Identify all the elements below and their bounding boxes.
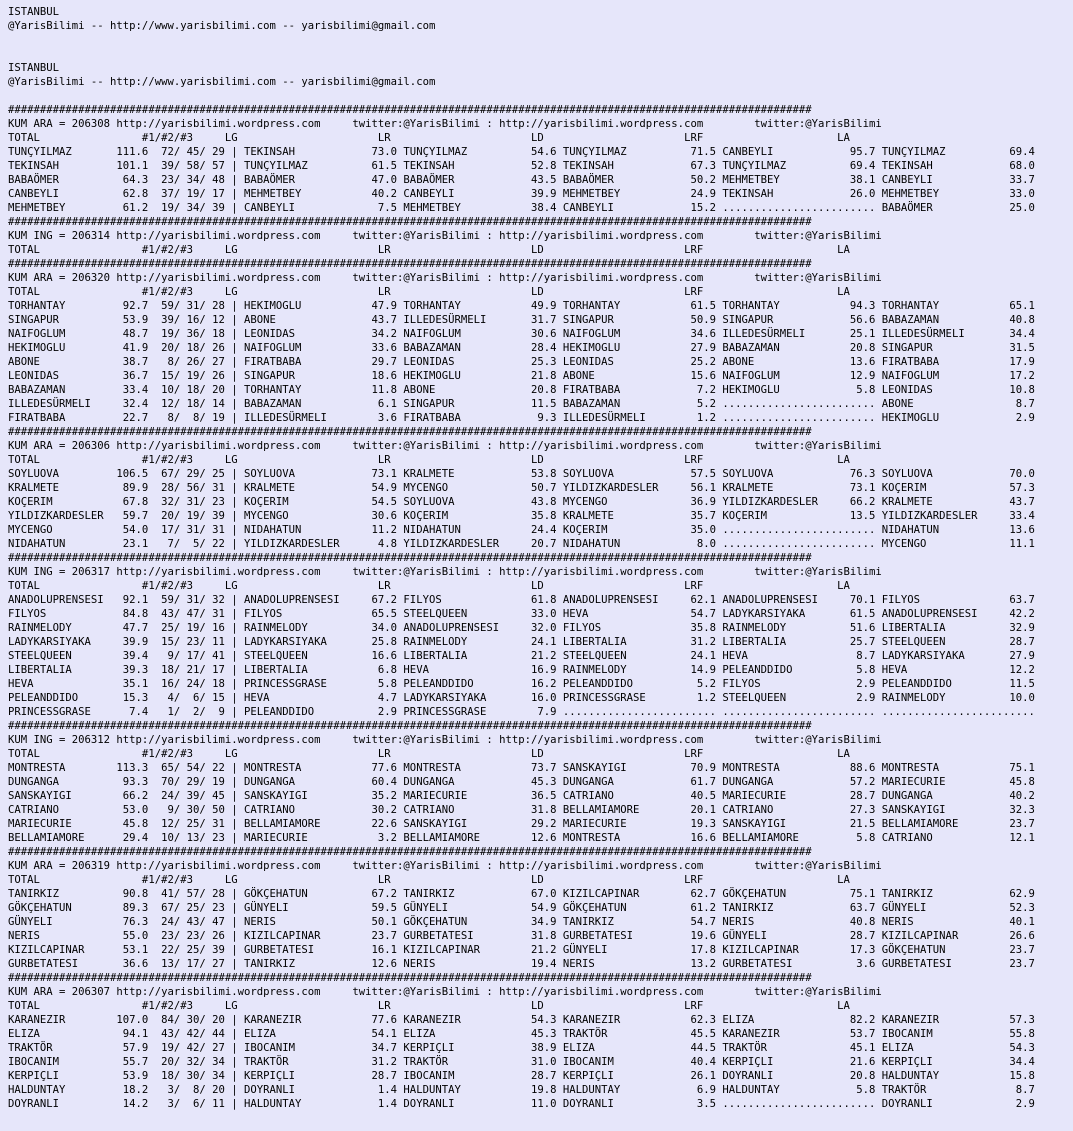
table-row: ILLEDESÜRMELI 32.4 12/ 18/ 14 | BABAZAMAN 6.1 SINGAPUR 11.5 BABAZAMAN 5.2 ........................ ABONE 8.7 xyxy=(8,398,1035,410)
race-title: KUM ING = 206317 http://yarisbilimi.wordpress.com twitter:@YarisBilimi : http://yarisbilimi.wordpress.com twitter:@YarisBilimi xyxy=(8,566,882,578)
blank-line xyxy=(8,33,1073,47)
table-row: RAINMELODY 47.7 25/ 19/ 16 | RAINMELODY 34.0 ANADOLUPRENSESI 32.0 FILYOS 35.8 RAINMELODY 51.6 LIBERTALIA 32.9 xyxy=(8,622,1035,634)
table-row: FIRATBABA 22.7 8/ 8/ 19 | ILLEDESÜRMELI 3.6 FIRATBABA 9.3 ILLEDESÜRMELI 1.2 ........................ HEKIMOGLU 2.9 xyxy=(8,412,1035,424)
table-row: KRALMETE 89.9 28/ 56/ 31 | KRALMETE 54.9 MYCENGO 50.7 YILDIZKARDESLER 56.1 KRALMETE 73.1 KOÇERIM 57.3 xyxy=(8,482,1035,494)
table-row: PELEANDDIDO 15.3 4/ 6/ 15 | HEVA 4.7 LADYKARSIYAKA 16.0 PRINCESSGRASE 1.2 STEELQUEEN 2.9 RAINMELODY 10.0 xyxy=(8,692,1035,704)
column-header: TOTAL #1/#2/#3 LG LR LD LRF LA xyxy=(8,1000,850,1012)
race-block xyxy=(8,103,1073,215)
separator-line: ############################################################################################################################## xyxy=(8,972,812,984)
table-row: GURBETATESI 36.6 13/ 17/ 27 | TANIRKIZ 12.6 NERIS 19.4 NERIS 13.2 GURBETATESI 3.6 GURBETATESI 23.7 xyxy=(8,958,1035,970)
table-row: CANBEYLI 62.8 37/ 19/ 17 | MEHMETBEY 40.2 CANBEYLI 39.9 MEHMETBEY 24.9 TEKINSAH 26.0 MEHMETBEY 33.0 xyxy=(8,188,1035,200)
table-row: LIBERTALIA 39.3 18/ 21/ 17 | LIBERTALIA 6.8 HEVA 16.9 RAINMELODY 14.9 PELEANDDIDO 5.8 HEVA 12.2 xyxy=(8,664,1035,676)
table-row: KIZILCAPINAR 53.1 22/ 25/ 39 | GURBETATESI 16.1 KIZILCAPINAR 21.2 GÜNYELI 17.8 KIZILCAPINAR 17.3 GÖKÇEHATUN 23.7 xyxy=(8,944,1035,956)
table-row: NAIFOGLUM 48.7 19/ 36/ 18 | LEONIDAS 34.2 NAIFOGLUM 30.6 NAIFOGLUM 34.6 ILLEDESÜRMELI 25.1 ILLEDESÜRMELI 34.4 xyxy=(8,328,1035,340)
table-row: HEVA 35.1 16/ 24/ 18 | PRINCESSGRASE 5.8 PELEANDDIDO 16.2 PELEANDDIDO 5.2 FILYOS 2.9 PELEANDDIDO 11.5 xyxy=(8,678,1035,690)
table-row: FILYOS 84.8 43/ 47/ 31 | FILYOS 65.5 STEELQUEEN 33.0 HEVA 54.7 LADYKARSIYAKA 61.5 ANADOLUPRENSESI 42.2 xyxy=(8,608,1035,620)
race-title: KUM ARA = 206306 http://yarisbilimi.wordpress.com twitter:@YarisBilimi : http://yarisbilimi.wordpress.com twitter:@YarisBilimi xyxy=(8,440,882,452)
table-row: KOÇERIM 67.8 32/ 31/ 23 | KOÇERIM 54.5 SOYLUOVA 43.8 MYCENGO 36.9 YILDIZKARDESLER 66.2 KRALMETE 43.7 xyxy=(8,496,1035,508)
table-row: CATRIANO 53.0 9/ 30/ 50 | CATRIANO 30.2 CATRIANO 31.8 BELLAMIAMORE 20.1 CATRIANO 27.3 SANSKAYIGI 32.3 xyxy=(8,804,1035,816)
blank-line xyxy=(8,89,1073,103)
table-row: MONTRESTA 113.3 65/ 54/ 22 | MONTRESTA 77.6 MONTRESTA 73.7 SANSKAYIGI 70.9 MONTRESTA 88.6 MONTRESTA 75.1 xyxy=(8,762,1035,774)
table-row: ANADOLUPRENSESI 92.1 59/ 31/ 32 | ANADOLUPRENSESI 67.2 FILYOS 61.8 ANADOLUPRENSESI 62.1 ANADOLUPRENSESI 70.1 FILYOS 63.7 xyxy=(8,594,1035,606)
table-row: BABAZAMAN 33.4 10/ 18/ 20 | TORHANTAY 11.8 ABONE 20.8 FIRATBABA 7.2 HEKIMOGLU 5.8 LEONIDAS 10.8 xyxy=(8,384,1035,396)
table-row: DUNGANGA 93.3 70/ 29/ 19 | DUNGANGA 60.4 DUNGANGA 45.3 DUNGANGA 61.7 DUNGANGA 57.2 MARIECURIE 45.8 xyxy=(8,776,1035,788)
column-header: TOTAL #1/#2/#3 LG LR LD LRF LA xyxy=(8,580,850,592)
race-list xyxy=(8,103,1073,1111)
race-block xyxy=(8,719,1073,845)
table-row: TRAKTÖR 57.9 19/ 42/ 27 | IBOCANIM 34.7 KERPIÇLI 38.9 ELIZA 44.5 TRAKTÖR 45.1 ELIZA 54.3 xyxy=(8,1042,1035,1054)
race-block xyxy=(8,425,1073,551)
table-row: KERPIÇLI 53.9 18/ 30/ 34 | KERPIÇLI 28.7 IBOCANIM 28.7 KERPIÇLI 26.1 DOYRANLI 20.8 HALDUNTAY 15.8 xyxy=(8,1070,1035,1082)
table-row: LEONIDAS 36.7 15/ 19/ 26 | SINGAPUR 18.6 HEKIMOGLU 21.8 ABONE 15.6 NAIFOGLUM 12.9 NAIFOGLUM 17.2 xyxy=(8,370,1035,382)
column-header: TOTAL #1/#2/#3 LG LR LD LRF LA xyxy=(8,244,850,256)
race-title: KUM ARA = 206319 http://yarisbilimi.wordpress.com twitter:@YarisBilimi : http://yarisbilimi.wordpress.com twitter:@YarisBilimi xyxy=(8,860,882,872)
table-row: BABAÖMER 64.3 23/ 34/ 48 | BABAÖMER 47.0 BABAÖMER 43.5 BABAÖMER 50.2 MEHMETBEY 38.1 CANBEYLI 33.7 xyxy=(8,174,1035,186)
separator-line: ############################################################################################################################## xyxy=(8,216,812,228)
race-title: KUM ING = 206314 http://yarisbilimi.wordpress.com twitter:@YarisBilimi : http://yarisbilimi.wordpress.com twitter:@YarisBilimi xyxy=(8,230,882,242)
separator-line: ############################################################################################################################## xyxy=(8,552,812,564)
separator-line: ############################################################################################################################## xyxy=(8,846,812,858)
column-header: TOTAL #1/#2/#3 LG LR LD LRF LA xyxy=(8,132,850,144)
table-row: ABONE 38.7 8/ 26/ 27 | FIRATBABA 29.7 LEONIDAS 25.3 LEONIDAS 25.2 ABONE 13.6 FIRATBABA 17.9 xyxy=(8,356,1035,368)
contact-line: @YarisBilimi -- http://www.yarisbilimi.com -- yarisbilimi@gmail.com xyxy=(8,20,436,32)
table-row: TANIRKIZ 90.8 41/ 57/ 28 | GÖKÇEHATUN 67.2 TANIRKIZ 67.0 KIZILCAPINAR 62.7 GÖKÇEHATUN 75.1 TANIRKIZ 62.9 xyxy=(8,888,1035,900)
table-row: TEKINSAH 101.1 39/ 58/ 57 | TUNÇYILMAZ 61.5 TEKINSAH 52.8 TEKINSAH 67.3 TUNÇYILMAZ 69.4 TEKINSAH 68.0 xyxy=(8,160,1035,172)
table-row: MEHMETBEY 61.2 19/ 34/ 39 | CANBEYLI 7.5 MEHMETBEY 38.4 CANBEYLI 15.2 ........................ BABAÖMER 25.0 xyxy=(8,202,1035,214)
table-row: GÜNYELI 76.3 24/ 43/ 47 | NERIS 50.1 GÖKÇEHATUN 34.9 TANIRKIZ 54.7 NERIS 40.8 NERIS 40.1 xyxy=(8,916,1035,928)
race-block xyxy=(8,551,1073,719)
table-row: PRINCESSGRASE 7.4 1/ 2/ 9 | PELEANDDIDO 2.9 PRINCESSGRASE 7.9 ........................ ........................ ........................ xyxy=(8,706,1035,718)
race-block xyxy=(8,215,1073,257)
race-block xyxy=(8,845,1073,971)
contact-line: @YarisBilimi -- http://www.yarisbilimi.com -- yarisbilimi@gmail.com xyxy=(8,76,436,88)
table-row: IBOCANIM 55.7 20/ 32/ 34 | TRAKTÖR 31.2 TRAKTÖR 31.0 IBOCANIM 40.4 KERPIÇLI 21.6 KERPIÇLI 34.4 xyxy=(8,1056,1035,1068)
table-row: DOYRANLI 14.2 3/ 6/ 11 | HALDUNTAY 1.4 DOYRANLI 11.0 DOYRANLI 3.5 ........................ DOYRANLI 2.9 xyxy=(8,1098,1035,1110)
city-line: ISTANBUL xyxy=(8,62,60,74)
blank-line xyxy=(8,47,1073,61)
race-title: KUM ARA = 206320 http://yarisbilimi.wordpress.com twitter:@YarisBilimi : http://yarisbilimi.wordpress.com twitter:@YarisBilimi xyxy=(8,272,882,284)
table-row: NERIS 55.0 23/ 23/ 26 | KIZILCAPINAR 23.7 GURBETATESI 31.8 GURBETATESI 19.6 GÜNYELI 28.7 KIZILCAPINAR 26.6 xyxy=(8,930,1035,942)
table-row: KARANEZIR 107.0 84/ 30/ 20 | KARANEZIR 77.6 KARANEZIR 54.3 KARANEZIR 62.3 ELIZA 82.2 KARANEZIR 57.3 xyxy=(8,1014,1035,1026)
table-row: ELIZA 94.1 43/ 42/ 44 | ELIZA 54.1 ELIZA 45.3 TRAKTÖR 45.5 KARANEZIR 53.7 IBOCANIM 55.8 xyxy=(8,1028,1035,1040)
separator-line: ############################################################################################################################## xyxy=(8,426,812,438)
table-row: TORHANTAY 92.7 59/ 31/ 28 | HEKIMOGLU 47.9 TORHANTAY 49.9 TORHANTAY 61.5 TORHANTAY 94.3 TORHANTAY 65.1 xyxy=(8,300,1035,312)
table-row: LADYKARSIYAKA 39.9 15/ 23/ 11 | LADYKARSIYAKA 25.8 RAINMELODY 24.1 LIBERTALIA 31.2 LIBERTALIA 25.7 STEELQUEEN 28.7 xyxy=(8,636,1035,648)
table-row: BELLAMIAMORE 29.4 10/ 13/ 23 | MARIECURIE 3.2 BELLAMIAMORE 12.6 MONTRESTA 16.6 BELLAMIAMORE 5.8 CATRIANO 12.1 xyxy=(8,832,1035,844)
table-row: HEKIMOGLU 41.9 20/ 18/ 26 | NAIFOGLUM 33.6 BABAZAMAN 28.4 HEKIMOGLU 27.9 BABAZAMAN 20.8 SINGAPUR 31.5 xyxy=(8,342,1035,354)
table-row: MYCENGO 54.0 17/ 31/ 31 | NIDAHATUN 11.2 NIDAHATUN 24.4 KOÇERIM 35.0 ........................ NIDAHATUN 13.6 xyxy=(8,524,1035,536)
column-header: TOTAL #1/#2/#3 LG LR LD LRF LA xyxy=(8,874,850,886)
table-row: NIDAHATUN 23.1 7/ 5/ 22 | YILDIZKARDESLER 4.8 YILDIZKARDESLER 20.7 NIDAHATUN 8.0 ........................ MYCENGO 11.1 xyxy=(8,538,1035,550)
table-row: HALDUNTAY 18.2 3/ 8/ 20 | DOYRANLI 1.4 HALDUNTAY 19.8 HALDUNTAY 6.9 HALDUNTAY 5.8 TRAKTÖR 8.7 xyxy=(8,1084,1035,1096)
table-row: SOYLUOVA 106.5 67/ 29/ 25 | SOYLUOVA 73.1 KRALMETE 53.8 SOYLUOVA 57.5 SOYLUOVA 76.3 SOYLUOVA 70.0 xyxy=(8,468,1035,480)
race-block xyxy=(8,971,1073,1111)
city-line: ISTANBUL xyxy=(8,6,60,18)
column-header: TOTAL #1/#2/#3 LG LR LD LRF LA xyxy=(8,454,850,466)
race-block xyxy=(8,257,1073,425)
separator-line: ############################################################################################################################## xyxy=(8,104,812,116)
race-title: KUM ARA = 206307 http://yarisbilimi.wordpress.com twitter:@YarisBilimi : http://yarisbilimi.wordpress.com twitter:@YarisBilimi xyxy=(8,986,882,998)
table-row: YILDIZKARDESLER 59.7 20/ 19/ 39 | MYCENGO 30.6 KOÇERIM 35.8 KRALMETE 35.7 KOÇERIM 13.5 YILDIZKARDESLER 33.4 xyxy=(8,510,1035,522)
table-row: TUNÇYILMAZ 111.6 72/ 45/ 29 | TEKINSAH 73.0 TUNÇYILMAZ 54.6 TUNÇYILMAZ 71.5 CANBEYLI 95.7 TUNÇYILMAZ 69.4 xyxy=(8,146,1035,158)
table-row: SANSKAYIGI 66.2 24/ 39/ 45 | SANSKAYIGI 35.2 MARIECURIE 36.5 CATRIANO 40.5 MARIECURIE 28.7 DUNGANGA 40.2 xyxy=(8,790,1035,802)
column-header: TOTAL #1/#2/#3 LG LR LD LRF LA xyxy=(8,286,850,298)
column-header: TOTAL #1/#2/#3 LG LR LD LRF LA xyxy=(8,748,850,760)
separator-line: ############################################################################################################################## xyxy=(8,258,812,270)
race-title: KUM ARA = 206308 http://yarisbilimi.wordpress.com twitter:@YarisBilimi : http://yarisbilimi.wordpress.com twitter:@YarisBilimi xyxy=(8,118,882,130)
table-row: MARIECURIE 45.8 12/ 25/ 31 | BELLAMIAMORE 22.6 SANSKAYIGI 29.2 MARIECURIE 19.3 SANSKAYIGI 21.5 BELLAMIAMORE 23.7 xyxy=(8,818,1035,830)
table-row: STEELQUEEN 39.4 9/ 17/ 41 | STEELQUEEN 16.6 LIBERTALIA 21.2 STEELQUEEN 24.1 HEVA 8.7 LADYKARSIYAKA 27.9 xyxy=(8,650,1035,662)
separator-line: ############################################################################################################################## xyxy=(8,720,812,732)
race-title: KUM ING = 206312 http://yarisbilimi.wordpress.com twitter:@YarisBilimi : http://yarisbilimi.wordpress.com twitter:@YarisBilimi xyxy=(8,734,882,746)
table-row: GÖKÇEHATUN 89.3 67/ 25/ 23 | GÜNYELI 59.5 GÜNYELI 54.9 GÖKÇEHATUN 61.2 TANIRKIZ 63.7 GÜNYELI 52.3 xyxy=(8,902,1035,914)
table-row: SINGAPUR 53.9 39/ 16/ 12 | ABONE 43.7 ILLEDESÜRMELI 31.7 SINGAPUR 50.9 SINGAPUR 56.6 BABAZAMAN 40.8 xyxy=(8,314,1035,326)
